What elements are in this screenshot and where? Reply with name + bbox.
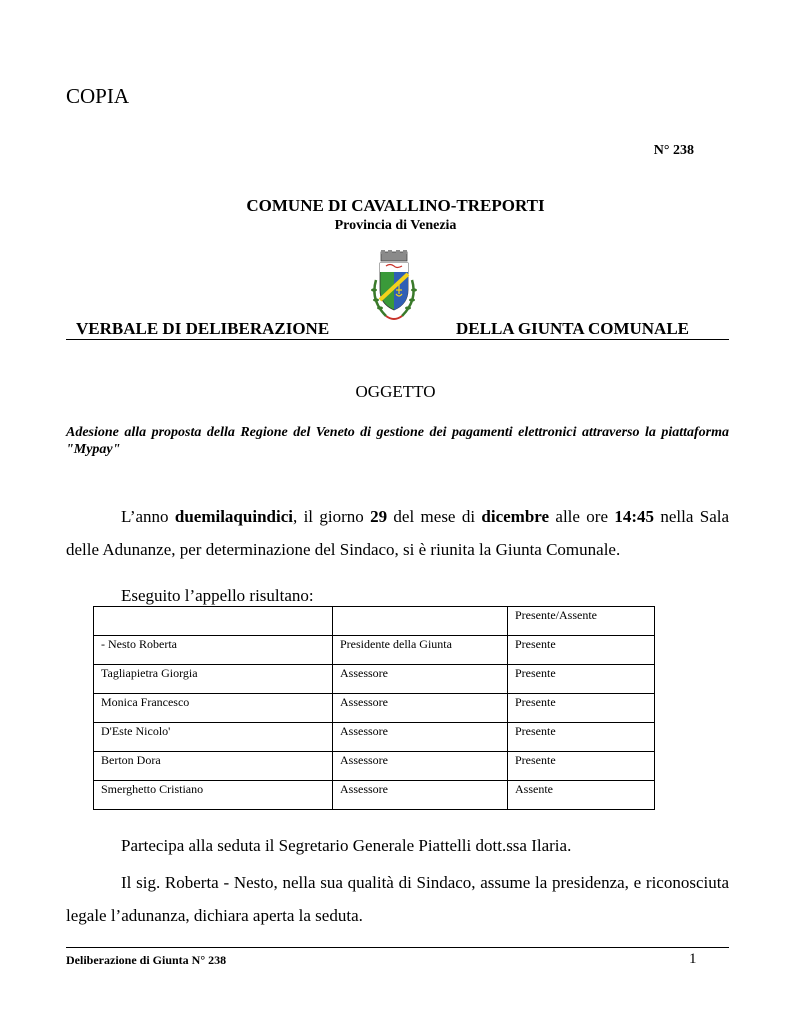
footer-deliberation-ref: Deliberazione di Giunta N° 238 <box>66 953 227 967</box>
member-role: Assessore <box>333 781 508 810</box>
member-name: D'Este Nicolo' <box>94 723 333 752</box>
copia-label: COPIA <box>66 84 130 108</box>
table-row <box>94 636 655 665</box>
table-row <box>94 723 655 752</box>
year: duemilaquindici <box>174 507 293 526</box>
member-name: Monica Francesco <box>94 694 333 723</box>
day: 29 <box>370 507 388 526</box>
header-divider <box>66 339 729 340</box>
footer-divider <box>66 947 729 948</box>
attendance-table <box>93 606 655 810</box>
member-status: Presente <box>508 636 655 665</box>
member-name: Smerghetto Cristiano <box>94 781 333 810</box>
table-row <box>94 781 655 810</box>
member-status: Presente <box>508 723 655 752</box>
intro-paragraph: L’anno duemilaquindici, il giorno 29 del mese di dicembre alle ore 14:45 nella Sala delle Adunanze, per determinazione del Sindaco, si è riunita la Giunta Comunale. <box>66 507 730 559</box>
verbale-title-right: DELLA GIUNTA COMUNALE <box>456 319 689 338</box>
verbale-title-left: VERBALE DI DELIBERAZIONE <box>76 319 330 338</box>
member-role: Presidente della Giunta <box>333 636 508 665</box>
member-role: Assessore <box>333 694 508 723</box>
member-status: Assente <box>508 781 655 810</box>
table-row <box>94 752 655 781</box>
member-role: Assessore <box>333 723 508 752</box>
member-name: Berton Dora <box>94 752 333 781</box>
subject-label: OGGETTO <box>355 382 436 401</box>
page-number: 1 <box>689 951 697 967</box>
header-cell-name <box>94 607 333 636</box>
secretary-paragraph: Partecipa alla seduta il Segretario Generale Piattelli dott.ssa Ilaria. <box>121 836 572 855</box>
member-role: Assessore <box>333 665 508 694</box>
month: dicembre <box>481 507 550 526</box>
coat-of-arms-logo <box>366 250 422 330</box>
header-cell-role <box>333 607 508 636</box>
member-status: Presente <box>508 752 655 781</box>
roll-call-label: Eseguito l’appello risultano: <box>121 586 314 605</box>
province-name: Provincia di Venezia <box>334 218 457 233</box>
member-role: Assessore <box>333 752 508 781</box>
member-status: Presente <box>508 694 655 723</box>
table-header-row <box>94 607 655 636</box>
member-name: - Nesto Roberta <box>94 636 333 665</box>
header-cell-status: Presente/Assente <box>508 607 655 636</box>
subject-text: Adesione alla proposta della Regione del Veneto di gestione dei pagamenti elettronici attraverso la piattaforma "Mypay" <box>66 425 729 457</box>
table-row <box>94 665 655 694</box>
presidency-paragraph: Il sig. Roberta - Nesto, nella sua qualità di Sindaco, assume la presidenza, e riconosciuta legale l’adunanza, dichiara aperta la seduta. <box>66 873 729 925</box>
municipality-name: COMUNE DI CAVALLINO-TREPORTI <box>246 196 545 215</box>
deliberation-number: N° 238 <box>653 143 694 158</box>
member-status: Presente <box>508 665 655 694</box>
member-name: Tagliapietra Giorgia <box>94 665 333 694</box>
table-row <box>94 694 655 723</box>
time: 14:45 <box>614 507 655 526</box>
